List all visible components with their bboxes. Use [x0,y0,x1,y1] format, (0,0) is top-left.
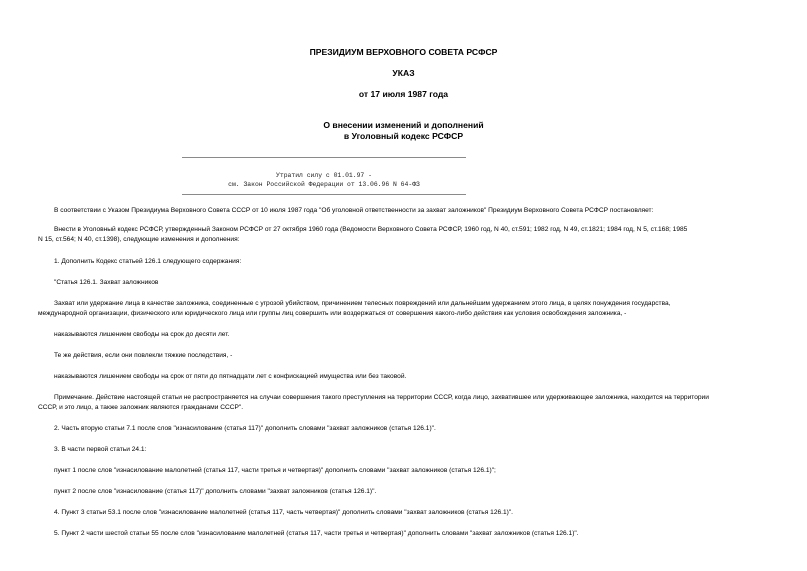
paragraph: Внести в Уголовный кодекс РСФСР, утвержденный Законом РСФСР от 27 октября 1960 года (Ведомости Верховного Совета РСФСР, 1960 год, N 40, ст.591; 1982 год, N 49, ст.1821; 1984 год, N 5, ст.168; 1985 [54,226,688,233]
presidium-heading: ПРЕЗИДИУМ ВЕРХОВНОГО СОВЕТА РСФСР [309,47,498,57]
article-heading: "Статья 126.1. Захват заложников [54,279,159,286]
status-note-line1: Утратил силу с 01.01.97 - [276,172,372,179]
paragraph: 5. Пункт 2 части шестой статьи 55 после слов "изнасилование малолетней (статья 117, части третья и четвертая)" дополнить словами "захват заложников (статья 126.1)". [54,530,579,537]
note-paragraph: Примечание. Действие настоящей статьи не распространяется на случаи совершения такого преступления на территории СССР, когда лицо, захватившее или удерживающее заложника, находится на территории [54,394,709,401]
document-subject-line2: в Уголовный кодекс РСФСР [343,131,464,141]
paragraph: Те же действия, если они повлекли тяжкие последствия, - [54,352,233,359]
paragraph: Захват или удержание лица в качестве заложника, соединенные с угрозой убийством, причинением телесных повреждений или дальнейшим удержанием этого лица, в целях понуждения государства, [54,300,671,307]
paragraph: 1. Дополнить Кодекс статьей 126.1 следующего содержания: [54,258,242,265]
document-type: УКАЗ [392,68,415,78]
document-subject-line1: О внесении изменений и дополнений [323,120,484,130]
paragraph: наказываются лишением свободы на срок до десяти лет. [54,331,230,338]
document-date: от 17 июля 1987 года [358,89,449,99]
paragraph: В соответствии с Указом Президиума Верховного Совета СССР от 10 июля 1987 года "Об уголовной ответственности за захват заложников" Президиум Верховного Совета РСФСР постановляет: [54,207,654,214]
note-paragraph: СССР, и это лицо, а также заложник являются гражданами СССР". [38,404,244,411]
paragraph: наказываются лишением свободы на срок от пяти до пятнадцати лет с конфискацией имущества или без таковой. [54,373,407,380]
paragraph: N 15, ст.564; N 40, ст.1398), следующие изменения и дополнения: [38,236,240,243]
status-note-line2: см. Закон Российской Федерации от 13.06.96 N 64-ФЗ [228,181,420,188]
paragraph: 4. Пункт 3 статьи 53.1 после слов "изнасилование малолетней (статья 117, часть четвертая)" дополнить словами "захват заложников (статья 126.1)". [54,509,514,516]
paragraph: 2. Часть вторую статьи 7.1 после слов "изнасилование (статья 117)" дополнить словами "захват заложников (статья 126.1)". [54,425,436,432]
bottom-divider [182,194,466,195]
paragraph: пункт 2 после слов "изнасилование (статья 117)" дополнить словами "захват заложников (статья 126.1)". [54,488,377,495]
paragraph: пункт 1 после слов "изнасилование малолетней (статья 117, части третья и четвертая)" дополнить словами "захват заложников (статья 126.1)"; [54,467,496,474]
paragraph: международной организации, физического или юридического лица или группы лиц совершить или воздержаться от совершения какого-либо действия как условия освобождения заложника, - [38,310,627,317]
paragraph: 3. В части первой статьи 24.1: [54,446,147,453]
top-divider [182,157,466,158]
